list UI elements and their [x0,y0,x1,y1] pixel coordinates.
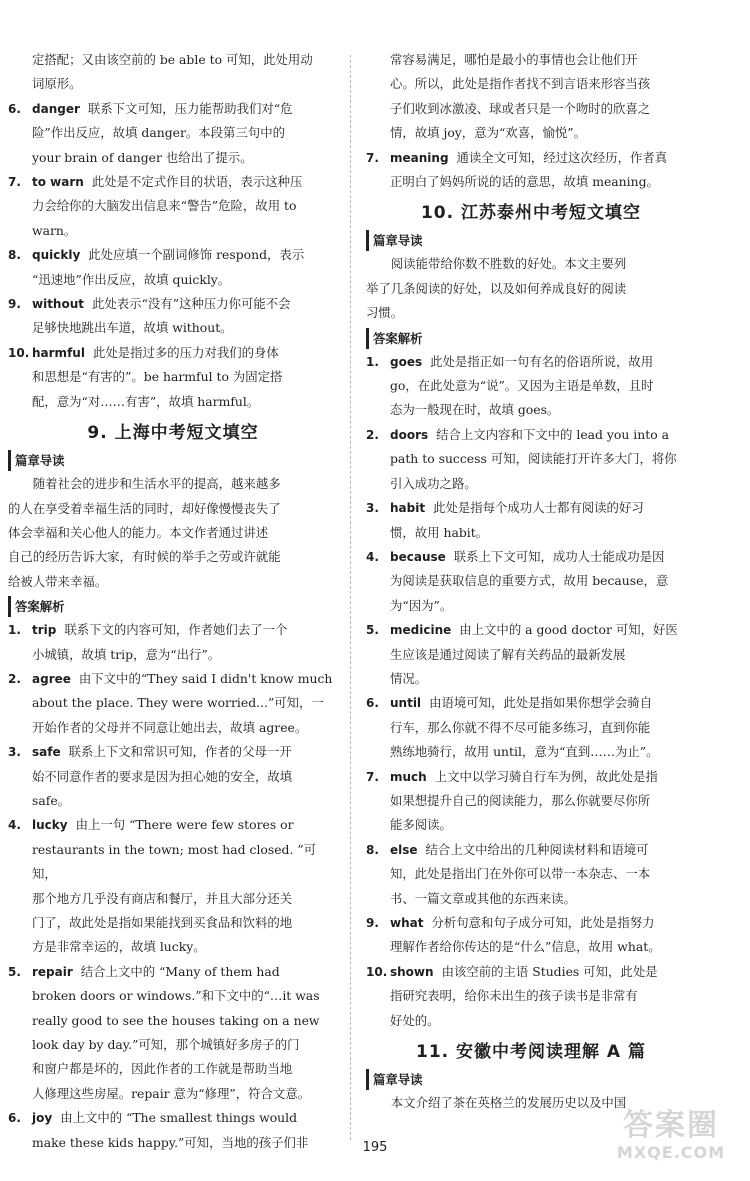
answer-keyword: habit [390,501,426,516]
answer-item-1: 1. goes 此处是指正如一句有名的俗语所说，故用 go，在此处意为“说”。又因为主语是单数，且时 态为一般现在时，故填 goes。 [366,353,654,418]
answer-item-10: 10. harmful 此处是指过多的压力对我们的身体 和思想是“有害的”。be harmful to 为固定搭 配，意为“对……有害”，故填 harmful。 [8,344,283,409]
answer-keyword: shown [390,964,434,979]
answer-keyword: harmful [32,345,85,360]
answer-keyword: danger [32,101,80,116]
continued-text: 定搭配；又由该空前的 be able to 可知，此处用动 词原形。 [32,52,313,92]
answer-item-3: 3. safe 联系上下文和常识可知，作者的父母一开 始不同意作者的要求是因为担心她的安全，故填 safe。 [8,744,293,808]
answer-keyword: because [390,549,446,564]
section-label-intro: 篇章导读 [366,230,696,251]
section-11-title: 11. 安徽中考阅读理解 A 篇 [415,1042,647,1063]
answer-item-6b: 6. joy 由上文中的 “The smallest things would make these kids happy.”可知，当地的孩子们非 [8,1110,309,1150]
answer-item-5: 5. repair 结合上文中的 “Many of them had broken doors or windows.”和下文中的“…it was really good to see the houses taking on a new look day by day.”可知，那个城镇好多房子的门 和窗户都是坏的，因此作者的工作就是帮助当地 人修理这些房屋。repair 意为“修理”，符合文意。 [8,963,320,1101]
answer-keyword: else [390,842,418,857]
answer-keyword: agree [32,671,71,686]
watermark-logo: 答案圈 MXQE.COM [616,1108,726,1162]
answer-item-6: 6. until 由语境可知，此处是指如果你想学会骑自 行车，那么你就不得不尽可能多练习，直到你能 熟练地骑行，故用 until，意为“直到……为止”。 [366,695,659,760]
answer-keyword: without [32,297,85,312]
answer-item-7: 7. much 上文中以学习骑自行车为例，故此处是指 如果想提升自己的阅读能力，那么你就要尽你所 能多阅读。 [366,768,658,833]
answer-item-5: 5. medicine 由上文中的 a good doctor 可知，好医 生应该是通过阅读了解有关药品的最新发展 情况。 [366,622,678,686]
answer-keyword: trip [32,623,57,638]
section-label-answers: 答案解析 [8,596,338,617]
answer-keyword: medicine [390,623,452,638]
answer-keyword: repair [32,964,73,979]
answer-keyword: goes [390,354,423,369]
answer-item-3: 3. habit 此处是指每个成功人士都有阅读的好习 惯，故用 habit。 [366,500,644,540]
answer-item-4: 4. lucky 由上一句 “There were few stores or restaurants in the town; most had closed. ”可知， 那个地方几乎没有商店和餐厅，并且大部分还关 门了，故此处是指如果能找到买食品和饮料的地 方是非常幸运的，故填 lucky。 [8,817,317,955]
answer-item-8: 8. quickly 此处应填一个副词修饰 respond，表示 “迅速地”作出反应，故填 quickly。 [8,247,305,287]
answer-item-8: 8. else 结合上文中给出的几种阅读材料和语境可 知，此处是指出门在外你可以带一本杂志、一本 书、一篇文章或其他的东西来读。 [366,841,651,906]
section-label-intro: 篇章导读 [8,450,338,471]
answer-keyword: joy [32,1111,53,1126]
answer-item-6: 6. danger 联系下文可知，压力能帮助我们对“危 险”作出反应，故填 danger。本段第三句中的 your brain of danger 也给出了提示。 [8,100,293,165]
page-number: 195 [362,1140,388,1155]
answer-keyword: doors [390,427,429,442]
answer-keyword: until [390,696,422,711]
answer-keyword: meaning [390,150,449,165]
answer-keyword: safe [32,745,61,760]
answer-keyword: much [390,769,427,784]
continued-text: 常容易满足，哪怕是最小的事情也会让他们开 心。所以，此处是指作者找不到言语来形容当孩 子们收到冰激凌、球或者只是一个吻时的欣喜之 情，故填 joy，意为“欢喜，愉悦”。 [390,52,651,141]
column-divider [350,55,351,1140]
answer-item-2: 2. agree 由下文中的“They said I didn't know much about the place. They were worried...”可知，一 开始作者的父母并不同意让她出去，故填 agree。 [8,670,333,735]
answer-keyword: to warn [32,175,84,190]
section-11-intro: 本文介绍了茶在英格兰的发展历史以及中国 [390,1095,627,1111]
answer-item-10: 10. shown 由该空前的主语 Studies 可知，此处是 指研究表明，给你未出生的孩子读书是非常有 好处的。 [366,963,658,1028]
answer-item-2: 2. doors 结合上文内容和下文中的 lead you into a path to success 可知，阅读能打开许多大门，将你 引入成功之路。 [366,426,677,491]
section-9-intro: 随着社会的进步和生活水平的提高，越来越多 的人在享受着幸福生活的同时，却好像慢慢丧失了 体会幸福和关心他人的能力。本文作者通过讲述 自己的经历告诉大家，有时候的举手之劳或许就能 给被人带来幸福。 [8,476,281,589]
section-10-intro: 阅读能带给你数不胜数的好处。本文主要列 举了几条阅读的好处，以及如何养成良好的阅读 习惯。 [366,256,627,321]
section-label-intro: 篇章导读 [366,1069,696,1090]
answer-keyword: what [390,916,424,930]
left-column [8,48,338,1155]
answer-item-9: 9. without 此处表示“没有”这种压力你可能不会 足够快地跳出车道，故填 without。 [8,296,291,336]
section-label-answers: 答案解析 [366,328,696,349]
section-10-title: 10. 江苏泰州中考短文填空 [420,203,642,224]
answer-item-4: 4. because 联系上下文可知，成功人士能成功是因 为阅读是获取信息的重要方式，故用 because，意 为“因为”。 [366,548,669,613]
section-9-title: 9. 上海中考短文填空 [87,423,259,444]
answer-keyword: lucky [32,818,68,833]
answer-item-7b: 7. meaning 通读全文可知，经过这次经历，作者真 正明白了妈妈所说的话的意思，故填 meaning。 [366,149,668,190]
answer-keyword: quickly [32,248,81,263]
answer-item-1: 1. trip 联系下文的内容可知，作者她们去了一个 小城镇，故填 trip，意为“出行”。 [8,622,288,662]
answer-item-7: 7. to warn 此处是不定式作目的状语，表示这种压 力会给你的大脑发出信息来“警告”危险，故用 to warn。 [8,174,303,238]
answer-item-9: 9. what 分析句意和句子成分可知，此处是指努力 理解作者给你传达的是“什么”信息，故用 what。 [366,915,661,955]
right-column [366,48,696,1115]
